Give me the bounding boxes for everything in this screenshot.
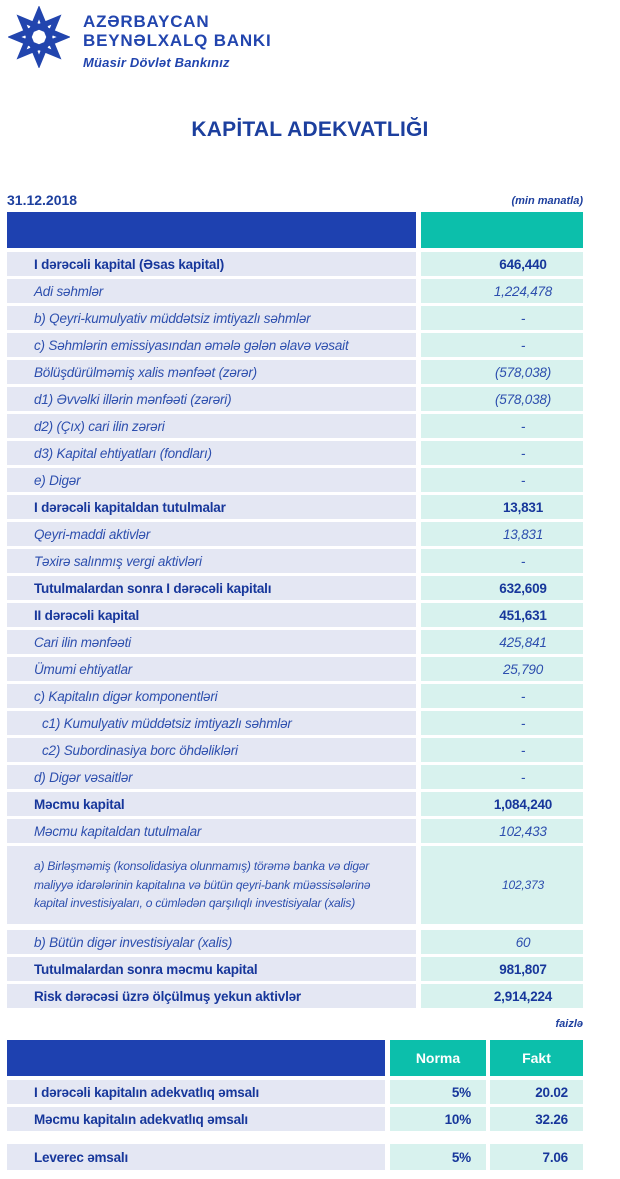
norma-value: 5% xyxy=(390,1144,486,1170)
table-row xyxy=(7,984,583,1008)
brand-text xyxy=(83,6,272,70)
row-label: c2) Subordinasiya borc öhdəlikləri xyxy=(7,738,416,762)
page-title: KAPİTAL ADEKVATLIĞI xyxy=(191,118,429,141)
table-row xyxy=(7,549,583,573)
row-value: 425,841 xyxy=(421,630,583,654)
row-value: 1,084,240 xyxy=(421,792,583,816)
row-label: c) Kapitalın digər komponentləri xyxy=(7,684,416,708)
row-label: c) Səhmlərin emissiyasından əmələ gələn əlavə vəsait xyxy=(7,333,416,357)
table-row xyxy=(7,1144,583,1170)
row-label: Tutulmalardan sonra I dərəcəli kapitalı xyxy=(7,576,416,600)
table-row xyxy=(7,468,583,492)
table-row xyxy=(7,306,583,330)
row-value: 13,831 xyxy=(421,522,583,546)
ratio-table-body xyxy=(7,1080,583,1170)
table-row xyxy=(7,819,583,843)
capital-table-body xyxy=(7,252,583,1008)
row-label: I dərəcəli kapitalın adekvatlıq əmsalı xyxy=(7,1080,385,1104)
row-label: Təxirə salınmış vergi aktivləri xyxy=(7,549,416,573)
row-value: 1,224,478 xyxy=(421,279,583,303)
row-label: Bölüşdürülməmiş xalis mənfəət (zərər) xyxy=(7,360,416,384)
ratio-table xyxy=(7,1040,583,1173)
table-row xyxy=(7,522,583,546)
capital-table-header xyxy=(7,212,583,248)
capital-header-label-cell xyxy=(7,212,416,248)
row-value: - xyxy=(421,711,583,735)
row-value: 451,631 xyxy=(421,603,583,627)
table-row xyxy=(7,1080,583,1104)
norma-column-header: Norma xyxy=(390,1040,486,1076)
ratio-header-label-cell xyxy=(7,1040,385,1076)
table-row xyxy=(7,414,583,438)
row-value: - xyxy=(421,468,583,492)
brand-header xyxy=(8,6,272,70)
row-value: 102,373 xyxy=(421,846,583,924)
table-row xyxy=(7,279,583,303)
row-value: 2,914,224 xyxy=(421,984,583,1008)
table-row xyxy=(7,252,583,276)
row-value: - xyxy=(421,684,583,708)
row-value: - xyxy=(421,738,583,762)
table-row xyxy=(7,738,583,762)
table-row xyxy=(7,387,583,411)
row-value: - xyxy=(421,414,583,438)
row-label: I dərəcəli kapital (Əsas kapital) xyxy=(7,252,416,276)
norma-value: 10% xyxy=(390,1107,486,1131)
report-date: 31.12.2018 xyxy=(7,192,78,208)
table-row xyxy=(7,576,583,600)
row-value: 102,433 xyxy=(421,819,583,843)
row-value: 60 xyxy=(421,930,583,954)
table-row xyxy=(7,765,583,789)
row-value: - xyxy=(421,333,583,357)
table-row xyxy=(7,441,583,465)
table-row xyxy=(7,711,583,735)
table-row xyxy=(7,657,583,681)
bank-logo-icon xyxy=(8,6,70,68)
meta-row xyxy=(7,188,583,208)
row-value: 981,807 xyxy=(421,957,583,981)
row-value: 13,831 xyxy=(421,495,583,519)
row-label: a) Birləşməmiş (konsolidasiya olunmamış) törəmə banka və digər maliyyə idarələrinin kapitalına və bütün qeyri-bank müəssisələrinə kapital investisiyaları, o cümlədən qarşılıqlı investisiyalar (xalis) xyxy=(7,846,416,924)
norma-value: 5% xyxy=(390,1080,486,1104)
table-row xyxy=(7,360,583,384)
row-value: - xyxy=(421,549,583,573)
table-row xyxy=(7,957,583,981)
fakt-value: 32.26 xyxy=(490,1107,583,1131)
row-label: Leverec əmsalı xyxy=(7,1144,385,1170)
table-row xyxy=(7,792,583,816)
table-row xyxy=(7,495,583,519)
row-label: Cari ilin mənfəəti xyxy=(7,630,416,654)
row-label: Məcmu kapitaldan tutulmalar xyxy=(7,819,416,843)
row-label: b) Bütün digər investisiyalar (xalis) xyxy=(7,930,416,954)
fakt-column-header: Fakt xyxy=(490,1040,583,1076)
row-label: d) Digər vəsaitlər xyxy=(7,765,416,789)
row-label: Adi səhmlər xyxy=(7,279,416,303)
table-row xyxy=(7,684,583,708)
table-row xyxy=(7,603,583,627)
row-label: e) Digər xyxy=(7,468,416,492)
row-label: c1) Kumulyativ müddətsiz imtiyazlı səhmlər xyxy=(7,711,416,735)
table-row xyxy=(7,333,583,357)
row-value: - xyxy=(421,441,583,465)
row-value: - xyxy=(421,306,583,330)
row-value: (578,038) xyxy=(421,360,583,384)
row-label: Məcmu kapital xyxy=(7,792,416,816)
table-row xyxy=(7,846,583,924)
brand-name-line2: BEYNƏLXALQ BANKI xyxy=(83,31,272,51)
table-row xyxy=(7,1107,583,1131)
row-label: Qeyri-maddi aktivlər xyxy=(7,522,416,546)
row-value: - xyxy=(421,765,583,789)
row-label: Ümumi ehtiyatlar xyxy=(7,657,416,681)
row-value: 632,609 xyxy=(421,576,583,600)
row-label: d3) Kapital ehtiyatları (fondları) xyxy=(7,441,416,465)
percent-note: faizlə xyxy=(555,1018,583,1030)
brand-tagline: Müasir Dövlət Bankınız xyxy=(83,55,230,71)
row-value: (578,038) xyxy=(421,387,583,411)
row-label: Məcmu kapitalın adekvatlıq əmsalı xyxy=(7,1107,385,1131)
row-label: d2) (Çıx) cari ilin zərəri xyxy=(7,414,416,438)
row-label: Risk dərəcəsi üzrə ölçülmuş yekun aktivlər xyxy=(7,984,416,1008)
capital-header-value-cell xyxy=(421,212,583,248)
capital-table xyxy=(7,212,583,1011)
fakt-value: 7.06 xyxy=(490,1144,583,1170)
ratio-table-header xyxy=(7,1040,583,1076)
row-label: II dərəcəli kapital xyxy=(7,603,416,627)
fakt-value: 20.02 xyxy=(490,1080,583,1104)
table-row xyxy=(7,930,583,954)
table-row xyxy=(7,630,583,654)
row-label: I dərəcəli kapitaldan tutulmalar xyxy=(7,495,416,519)
row-label: b) Qeyri-kumulyativ müddətsiz imtiyazlı səhmlər xyxy=(7,306,416,330)
row-value: 646,440 xyxy=(421,252,583,276)
row-label: d1) Əvvəlki illərin mənfəəti (zərəri) xyxy=(7,387,416,411)
unit-note: (min manatla) xyxy=(511,195,583,207)
row-value: 25,790 xyxy=(421,657,583,681)
brand-name-line1: AZƏRBAYCAN xyxy=(83,12,210,31)
row-label: Tutulmalardan sonra məcmu kapital xyxy=(7,957,416,981)
